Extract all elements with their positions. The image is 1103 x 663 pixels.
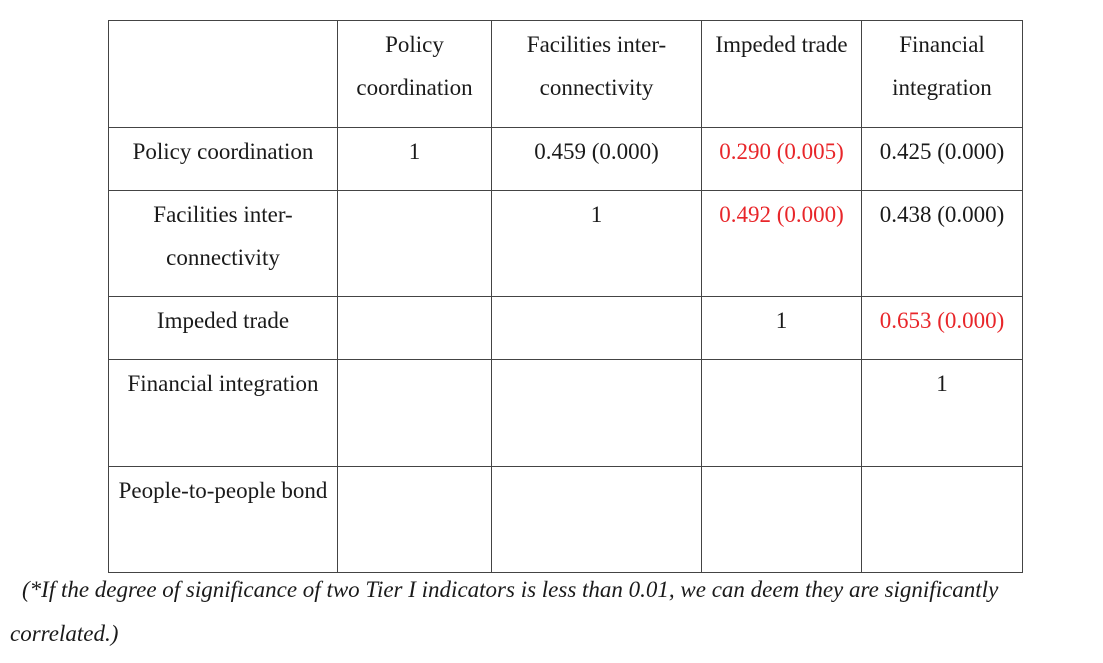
table-cell xyxy=(338,467,492,573)
table-cell: 1 xyxy=(702,297,862,360)
table-cell: 0.425 (0.000) xyxy=(862,128,1023,191)
table-cell-significant: 0.653 (0.000) xyxy=(862,297,1023,360)
row-label: People-to-people bond xyxy=(109,467,338,573)
table-cell: 0.438 (0.000) xyxy=(862,191,1023,297)
table-cell xyxy=(492,467,702,573)
table-cell xyxy=(338,191,492,297)
header-cell-financial-integration: Financial integration xyxy=(862,21,1023,128)
header-cell-empty xyxy=(109,21,338,128)
table-cell-significant: 0.290 (0.005) xyxy=(702,128,862,191)
header-cell-facilities-inter-connectivity: Facilities inter-connectivity xyxy=(492,21,702,128)
table-cell xyxy=(492,360,702,467)
table-cell xyxy=(702,360,862,467)
table-cell xyxy=(862,467,1023,573)
row-label: Facilities inter-connectivity xyxy=(109,191,338,297)
table-cell xyxy=(338,360,492,467)
table-row xyxy=(109,191,1023,297)
table-row xyxy=(109,467,1023,573)
table-cell-significant: 0.492 (0.000) xyxy=(702,191,862,297)
table-cell: 1 xyxy=(338,128,492,191)
table-row xyxy=(109,128,1023,191)
header-cell-impeded-trade: Impeded trade xyxy=(702,21,862,128)
row-label: Policy coordination xyxy=(109,128,338,191)
row-label: Impeded trade xyxy=(109,297,338,360)
significance-footnote: (*If the degree of significance of two Tier I indicators is less than 0.01, we can deem they are significantly correlated.) xyxy=(10,577,999,646)
row-label: Financial integration xyxy=(109,360,338,467)
table-row xyxy=(109,297,1023,360)
correlation-table xyxy=(108,20,1023,573)
header-cell-policy-coordination: Policy coordination xyxy=(338,21,492,128)
table-cell: 1 xyxy=(862,360,1023,467)
table-cell xyxy=(702,467,862,573)
table-cell xyxy=(492,297,702,360)
table-header-row xyxy=(109,21,1023,128)
table-cell xyxy=(338,297,492,360)
table-row xyxy=(109,360,1023,467)
table-cell: 1 xyxy=(492,191,702,297)
table-cell: 0.459 (0.000) xyxy=(492,128,702,191)
